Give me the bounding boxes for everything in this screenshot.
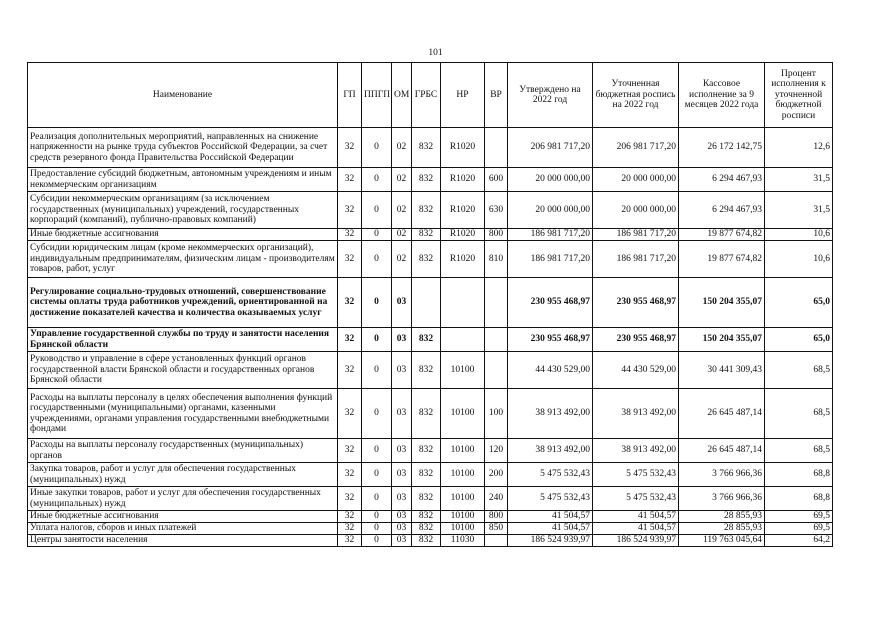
row-gp: 32 bbox=[338, 241, 362, 278]
row-cash: 28 855,93 bbox=[679, 511, 765, 523]
row-gp: 32 bbox=[338, 278, 362, 328]
row-ppgp: 0 bbox=[362, 168, 392, 192]
row-refined: 38 913 492,00 bbox=[593, 389, 679, 439]
row-cash: 119 763 045,64 bbox=[679, 535, 765, 547]
row-approved: 186 524 939,97 bbox=[508, 535, 593, 547]
row-vr bbox=[485, 535, 508, 547]
row-grbs: 832 bbox=[412, 463, 441, 487]
row-percent: 10,6 bbox=[765, 241, 833, 278]
row-vr bbox=[485, 352, 508, 389]
row-percent: 65,0 bbox=[765, 278, 833, 328]
row-ppgp: 0 bbox=[362, 439, 392, 463]
row-om: 03 bbox=[392, 328, 412, 352]
row-grbs: 832 bbox=[412, 535, 441, 547]
header-approved: Утверждено на 2022 год bbox=[508, 63, 593, 128]
row-percent: 69,5 bbox=[765, 511, 833, 523]
row-ppgp: 0 bbox=[362, 241, 392, 278]
row-nr: 10100 bbox=[441, 439, 485, 463]
row-approved: 38 913 492,00 bbox=[508, 439, 593, 463]
row-nr: 10100 bbox=[441, 487, 485, 511]
row-ppgp: 0 bbox=[362, 128, 392, 168]
row-gp: 32 bbox=[338, 463, 362, 487]
row-ppgp: 0 bbox=[362, 352, 392, 389]
row-cash: 150 204 355,07 bbox=[679, 278, 765, 328]
row-refined: 20 000 000,00 bbox=[593, 192, 679, 229]
row-name: Предоставление субсидий бюджетным, автономным учреждениям и иным некоммерческим организациям bbox=[28, 168, 338, 192]
header-om: ОМ bbox=[392, 63, 412, 128]
table-row bbox=[28, 328, 833, 352]
table-row bbox=[28, 128, 833, 168]
row-vr: 800 bbox=[485, 229, 508, 241]
row-om: 03 bbox=[392, 535, 412, 547]
row-grbs: 832 bbox=[412, 511, 441, 523]
row-refined: 5 475 532,43 bbox=[593, 487, 679, 511]
row-vr: 100 bbox=[485, 389, 508, 439]
table-header-row bbox=[28, 63, 833, 128]
row-approved: 206 981 717,20 bbox=[508, 128, 593, 168]
row-gp: 32 bbox=[338, 439, 362, 463]
row-om: 03 bbox=[392, 352, 412, 389]
row-approved: 5 475 532,43 bbox=[508, 463, 593, 487]
row-gp: 32 bbox=[338, 389, 362, 439]
row-approved: 44 430 529,00 bbox=[508, 352, 593, 389]
row-om: 02 bbox=[392, 192, 412, 229]
row-om: 03 bbox=[392, 487, 412, 511]
header-refined: Уточненная бюджетная роспись на 2022 год bbox=[593, 63, 679, 128]
row-refined: 186 981 717,20 bbox=[593, 229, 679, 241]
row-nr: 10100 bbox=[441, 523, 485, 535]
row-cash: 6 294 467,93 bbox=[679, 192, 765, 229]
row-grbs: 832 bbox=[412, 128, 441, 168]
row-nr: R1020 bbox=[441, 229, 485, 241]
row-ppgp: 0 bbox=[362, 192, 392, 229]
row-cash: 6 294 467,93 bbox=[679, 168, 765, 192]
row-ppgp: 0 bbox=[362, 278, 392, 328]
row-grbs: 832 bbox=[412, 229, 441, 241]
row-grbs: 832 bbox=[412, 241, 441, 278]
row-approved: 186 981 717,20 bbox=[508, 241, 593, 278]
row-refined: 41 504,57 bbox=[593, 523, 679, 535]
row-approved: 41 504,57 bbox=[508, 511, 593, 523]
budget-execution-table bbox=[27, 62, 833, 547]
row-ppgp: 0 bbox=[362, 328, 392, 352]
row-name: Иные бюджетные ассигнования bbox=[28, 511, 338, 523]
row-vr: 200 bbox=[485, 463, 508, 487]
row-approved: 41 504,57 bbox=[508, 523, 593, 535]
row-name: Руководство и управление в сфере установленных функций органов государственной власти Брянской области и государственных органов Брянской области bbox=[28, 352, 338, 389]
row-gp: 32 bbox=[338, 511, 362, 523]
row-om: 02 bbox=[392, 128, 412, 168]
row-ppgp: 0 bbox=[362, 389, 392, 439]
row-om: 03 bbox=[392, 278, 412, 328]
row-refined: 230 955 468,97 bbox=[593, 278, 679, 328]
row-percent: 68,8 bbox=[765, 487, 833, 511]
row-ppgp: 0 bbox=[362, 487, 392, 511]
table-row bbox=[28, 535, 833, 547]
header-nr: НР bbox=[441, 63, 485, 128]
row-vr: 850 bbox=[485, 523, 508, 535]
row-grbs: 832 bbox=[412, 168, 441, 192]
row-approved: 38 913 492,00 bbox=[508, 389, 593, 439]
row-grbs: 832 bbox=[412, 192, 441, 229]
row-ppgp: 0 bbox=[362, 535, 392, 547]
row-cash: 28 855,93 bbox=[679, 523, 765, 535]
row-cash: 150 204 355,07 bbox=[679, 328, 765, 352]
row-percent: 68,5 bbox=[765, 389, 833, 439]
row-percent: 31,5 bbox=[765, 168, 833, 192]
row-name: Реализация дополнительных мероприятий, направленных на снижение напряженности на рынке труда субъектов Российской Федерации, за счет средств резервного фонда Правительства Российской Федерации bbox=[28, 128, 338, 168]
table-row bbox=[28, 192, 833, 229]
row-percent: 68,5 bbox=[765, 352, 833, 389]
row-grbs: 832 bbox=[412, 523, 441, 535]
header-percent: Процент исполнения к уточненной бюджетной росписи bbox=[765, 63, 833, 128]
row-grbs: 832 bbox=[412, 328, 441, 352]
row-nr: R1020 bbox=[441, 168, 485, 192]
row-cash: 26 645 487,14 bbox=[679, 389, 765, 439]
table-row bbox=[28, 511, 833, 523]
row-cash: 3 766 966,36 bbox=[679, 487, 765, 511]
row-refined: 44 430 529,00 bbox=[593, 352, 679, 389]
row-gp: 32 bbox=[338, 168, 362, 192]
row-approved: 5 475 532,43 bbox=[508, 487, 593, 511]
header-grbs: ГРБС bbox=[412, 63, 441, 128]
row-cash: 19 877 674,82 bbox=[679, 241, 765, 278]
row-grbs: 832 bbox=[412, 389, 441, 439]
row-om: 02 bbox=[392, 241, 412, 278]
row-refined: 20 000 000,00 bbox=[593, 168, 679, 192]
row-nr: 10100 bbox=[441, 511, 485, 523]
row-name: Субсидии юридическим лицам (кроме некоммерческих организаций), индивидуальным предпринимателям, физическим лицам - производителям товаров, работ, услуг bbox=[28, 241, 338, 278]
row-name: Уплата налогов, сборов и иных платежей bbox=[28, 523, 338, 535]
row-om: 03 bbox=[392, 523, 412, 535]
table-row bbox=[28, 168, 833, 192]
row-percent: 31,5 bbox=[765, 192, 833, 229]
row-percent: 68,8 bbox=[765, 463, 833, 487]
row-gp: 32 bbox=[338, 229, 362, 241]
row-gp: 32 bbox=[338, 328, 362, 352]
row-refined: 206 981 717,20 bbox=[593, 128, 679, 168]
row-percent: 68,5 bbox=[765, 439, 833, 463]
table-row bbox=[28, 389, 833, 439]
row-refined: 5 475 532,43 bbox=[593, 463, 679, 487]
row-vr bbox=[485, 128, 508, 168]
row-vr: 800 bbox=[485, 511, 508, 523]
row-approved: 20 000 000,00 bbox=[508, 192, 593, 229]
row-cash: 3 766 966,36 bbox=[679, 463, 765, 487]
row-gp: 32 bbox=[338, 192, 362, 229]
row-om: 03 bbox=[392, 389, 412, 439]
row-refined: 41 504,57 bbox=[593, 511, 679, 523]
table-row bbox=[28, 487, 833, 511]
table-row bbox=[28, 229, 833, 241]
header-ppgp: ППГП bbox=[362, 63, 392, 128]
row-approved: 230 955 468,97 bbox=[508, 278, 593, 328]
row-name: Центры занятости населения bbox=[28, 535, 338, 547]
row-vr: 240 bbox=[485, 487, 508, 511]
row-percent: 64,2 bbox=[765, 535, 833, 547]
row-approved: 230 955 468,97 bbox=[508, 328, 593, 352]
row-name: Субсидии некоммерческим организациям (за исключением государственных (муниципальных) учреждений, государственных корпораций (компаний), публично-правовых компаний) bbox=[28, 192, 338, 229]
row-gp: 32 bbox=[338, 487, 362, 511]
row-approved: 20 000 000,00 bbox=[508, 168, 593, 192]
row-ppgp: 0 bbox=[362, 511, 392, 523]
row-grbs: 832 bbox=[412, 439, 441, 463]
row-grbs bbox=[412, 278, 441, 328]
row-name: Расходы на выплаты персоналу в целях обеспечения выполнения функций государственными (муниципальными) органами, казенными учреждениями, органами управления государственными внебюджетными фондами bbox=[28, 389, 338, 439]
row-percent: 10,6 bbox=[765, 229, 833, 241]
row-nr: 10100 bbox=[441, 389, 485, 439]
row-om: 02 bbox=[392, 168, 412, 192]
row-cash: 30 441 309,43 bbox=[679, 352, 765, 389]
row-om: 03 bbox=[392, 511, 412, 523]
row-ppgp: 0 bbox=[362, 523, 392, 535]
row-percent: 69,5 bbox=[765, 523, 833, 535]
row-nr: 10100 bbox=[441, 463, 485, 487]
table-row bbox=[28, 241, 833, 278]
row-nr: 10100 bbox=[441, 352, 485, 389]
row-name: Регулирование социально-трудовых отношений, совершенствование системы оплаты труда работников учреждений, ориентированной на достижение показателей качества и количества оказываемых услуг bbox=[28, 278, 338, 328]
table-row bbox=[28, 463, 833, 487]
row-name: Управление государственной службы по труду и занятости населения Брянской области bbox=[28, 328, 338, 352]
header-gp: ГП bbox=[338, 63, 362, 128]
table-body bbox=[28, 128, 833, 547]
table-row bbox=[28, 523, 833, 535]
row-ppgp: 0 bbox=[362, 229, 392, 241]
row-om: 03 bbox=[392, 463, 412, 487]
table-row bbox=[28, 439, 833, 463]
row-refined: 186 981 717,20 bbox=[593, 241, 679, 278]
row-cash: 26 645 487,14 bbox=[679, 439, 765, 463]
row-gp: 32 bbox=[338, 128, 362, 168]
row-vr: 600 bbox=[485, 168, 508, 192]
row-om: 02 bbox=[392, 229, 412, 241]
row-vr: 810 bbox=[485, 241, 508, 278]
row-cash: 26 172 142,75 bbox=[679, 128, 765, 168]
row-grbs: 832 bbox=[412, 352, 441, 389]
row-percent: 12,6 bbox=[765, 128, 833, 168]
row-percent: 65,0 bbox=[765, 328, 833, 352]
row-vr: 120 bbox=[485, 439, 508, 463]
row-cash: 19 877 674,82 bbox=[679, 229, 765, 241]
table-row bbox=[28, 278, 833, 328]
row-nr bbox=[441, 278, 485, 328]
row-approved: 186 981 717,20 bbox=[508, 229, 593, 241]
row-nr: R1020 bbox=[441, 241, 485, 278]
row-gp: 32 bbox=[338, 523, 362, 535]
row-grbs: 832 bbox=[412, 487, 441, 511]
row-nr: R1020 bbox=[441, 192, 485, 229]
row-refined: 186 524 939,97 bbox=[593, 535, 679, 547]
row-name: Расходы на выплаты персоналу государственных (муниципальных) органов bbox=[28, 439, 338, 463]
row-nr: 11030 bbox=[441, 535, 485, 547]
row-vr bbox=[485, 278, 508, 328]
row-vr bbox=[485, 328, 508, 352]
row-refined: 230 955 468,97 bbox=[593, 328, 679, 352]
header-name: Наименование bbox=[28, 63, 338, 128]
row-nr bbox=[441, 328, 485, 352]
row-ppgp: 0 bbox=[362, 463, 392, 487]
row-gp: 32 bbox=[338, 352, 362, 389]
row-name: Иные закупки товаров, работ и услуг для обеспечения государственных (муниципальных) нужд bbox=[28, 487, 338, 511]
header-vr: ВР bbox=[485, 63, 508, 128]
row-om: 03 bbox=[392, 439, 412, 463]
row-name: Закупка товаров, работ и услуг для обеспечения государственных (муниципальных) нужд bbox=[28, 463, 338, 487]
table-row bbox=[28, 352, 833, 389]
page-number: 101 bbox=[428, 48, 443, 58]
row-nr: R1020 bbox=[441, 128, 485, 168]
row-refined: 38 913 492,00 bbox=[593, 439, 679, 463]
row-gp: 32 bbox=[338, 535, 362, 547]
row-name: Иные бюджетные ассигнования bbox=[28, 229, 338, 241]
row-vr: 630 bbox=[485, 192, 508, 229]
header-cash: Кассовое исполнение за 9 месяцев 2022 года bbox=[679, 63, 765, 128]
